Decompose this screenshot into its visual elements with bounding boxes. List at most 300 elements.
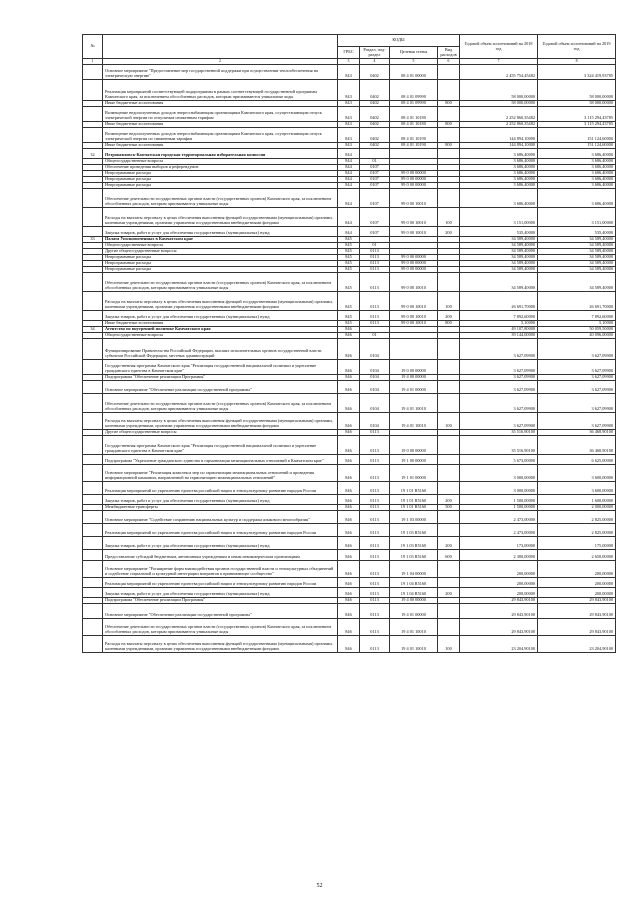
row-target-code	[390, 148, 438, 158]
row-amount-2019: 200,00000	[538, 560, 616, 577]
row-grbs-code: 843	[338, 142, 360, 148]
row-description: Основное мероприятие "Реализация комплекса мер по гармонизации межнациональных отношений и проведения информационной кампании, направленной на гармонизацию межнациональных отношений"	[103, 464, 338, 481]
row-section-code: 0113	[360, 320, 390, 326]
row-expense-type: 200	[438, 536, 460, 549]
row-expense-type	[438, 148, 460, 158]
row-grbs-code: 845	[338, 266, 360, 272]
row-amount-2019: 58 000,00000	[538, 100, 616, 106]
row-amount-2019: 58 000,00000	[538, 79, 616, 100]
row-amount-2019: 29 843,90100	[538, 603, 616, 618]
row-section-code: 0113	[360, 454, 390, 464]
row-expense-type	[438, 510, 460, 523]
row-amount-2019: 34 589,40000	[538, 266, 616, 272]
row-amount-2018: 34 589,40000	[460, 236, 538, 242]
row-number	[83, 380, 103, 393]
row-amount-2018: 200,00000	[460, 587, 538, 597]
row-number	[83, 127, 103, 142]
row-target-code: 99 0 00 10010	[390, 272, 438, 291]
row-description: Непрограммные расходы	[103, 266, 338, 272]
row-number	[83, 359, 103, 374]
row-section-code: 0113	[360, 291, 390, 310]
row-amount-2019: 3 627,09900	[538, 359, 616, 374]
row-amount-2018: 3 151,00000	[460, 207, 538, 226]
row-target-code: 08 4 01 09990	[390, 100, 438, 106]
row-expense-type: 100	[438, 635, 460, 652]
row-expense-type	[438, 560, 460, 577]
row-description: Реализация мероприятий соответствующей подпрограммы в рамках соответствующей государственной программы Камчатского края, за исключением обособленных расходов, которым присваиваются уникальные коды	[103, 79, 338, 100]
row-expense-type: 500	[438, 504, 460, 510]
row-expense-type	[438, 454, 460, 464]
table-row	[83, 310, 616, 320]
row-description: Другие общегосударственные вопросы	[103, 248, 338, 254]
row-amount-2018: 26 691,70000	[460, 291, 538, 310]
row-amount-2018: 3 627,09900	[460, 374, 538, 380]
row-section-code: 0107	[360, 207, 390, 226]
row-expense-type	[438, 272, 460, 291]
row-amount-2018: 23 204,90100	[460, 635, 538, 652]
row-amount-2019: 3 115 294,43785	[538, 121, 616, 127]
row-number	[83, 226, 103, 236]
row-grbs-code: 843	[338, 127, 360, 142]
row-expense-type	[438, 338, 460, 359]
table-row	[83, 435, 616, 454]
row-section-code: 0113	[360, 587, 390, 597]
row-amount-2019: 3 686,40000	[538, 148, 616, 158]
row-description: Основное мероприятие "Обеспечение реализации государственной программы"	[103, 380, 338, 393]
row-grbs-code: 844	[338, 182, 360, 188]
row-number	[83, 412, 103, 429]
row-section-code: 0113	[360, 266, 390, 272]
row-amount-2018: 3 627,09900	[460, 338, 538, 359]
table-row	[83, 577, 616, 587]
row-description: Непрограммные расходы	[103, 170, 338, 176]
row-description: Закупка товаров, работ и услуг для обеспечения государственных (муниципальных) нужд	[103, 536, 338, 549]
row-amount-2018: 144 894,10000	[460, 127, 538, 142]
table-row	[83, 549, 616, 560]
row-target-code: 19 1 01 R5160	[390, 504, 438, 510]
row-grbs-code: 846	[338, 429, 360, 435]
row-expense-type: 800	[438, 142, 460, 148]
row-number	[83, 618, 103, 635]
table-row	[83, 635, 616, 652]
row-amount-2019: 3 627,09900	[538, 412, 616, 429]
row-expense-type: 200	[438, 310, 460, 320]
column-index: 4	[360, 59, 390, 65]
row-expense-type	[438, 79, 460, 100]
row-section-code: 0113	[360, 560, 390, 577]
row-section-code: 0107	[360, 164, 390, 170]
table-row	[83, 560, 616, 577]
row-grbs-code: 845	[338, 291, 360, 310]
row-amount-2018: 2 473,00000	[460, 523, 538, 536]
row-grbs-code: 846	[338, 597, 360, 603]
row-target-code: 99 0 00 00000	[390, 170, 438, 176]
row-section-code: 0402	[360, 100, 390, 106]
row-grbs-code: 843	[338, 64, 360, 79]
row-description: Обеспечение деятельности государственных органов власти (государственных органов) Камчатского края, за исключением обособленных расходов, которым присваиваются уникальные коды	[103, 393, 338, 412]
row-expense-type: 100	[438, 291, 460, 310]
row-description: Непрограммные расходы	[103, 182, 338, 188]
table-row	[83, 272, 616, 291]
row-number	[83, 587, 103, 597]
row-description: Расходы на выплаты персоналу в целях обеспечения выполнения функций государственными (муниципальными) органами, казенными учреждениями, органами управления государственными внебюджетными фондами	[103, 207, 338, 226]
row-target-code: 19 0 00 00000	[390, 359, 438, 374]
row-description: Непрограммные расходы	[103, 176, 338, 182]
row-expense-type	[438, 577, 460, 587]
row-number: 34	[83, 326, 103, 332]
row-expense-type	[438, 106, 460, 121]
table-row	[83, 380, 616, 393]
row-section-code: 0113	[360, 523, 390, 536]
row-amount-2018: 3 686,40000	[460, 170, 538, 176]
row-amount-2019: 6 625,00000	[538, 454, 616, 464]
row-section-code: 0107	[360, 226, 390, 236]
header-row-top	[83, 35, 616, 47]
row-description: Функционирование Правительства Российской Федерации, высших исполнительных органов государственной власти субъектов Российской Федерации, местных администраций	[103, 338, 338, 359]
row-grbs-code: 844	[338, 170, 360, 176]
row-number	[83, 64, 103, 79]
row-amount-2019: 23 204,90100	[538, 635, 616, 652]
row-amount-2018: 3 627,09900	[460, 393, 538, 412]
row-grbs-code: 845	[338, 254, 360, 260]
table-row	[83, 338, 616, 359]
row-target-code: 99 0 00 00000	[390, 260, 438, 266]
row-number	[83, 310, 103, 320]
row-target-code: 99 0 00 10010	[390, 310, 438, 320]
row-description: Обеспечение деятельности государственных органов власти (государственных органов) Камчатского края, за исключением обособленных расходов, которым присваиваются уникальные коды	[103, 188, 338, 207]
row-grbs-code: 843	[338, 100, 360, 106]
row-amount-2018: 3 627,09900	[460, 359, 538, 374]
row-amount-2018: 3 686,40000	[460, 158, 538, 164]
row-grbs-code: 846	[338, 549, 360, 560]
row-amount-2018: 34 589,40000	[460, 248, 538, 254]
row-section-code: 01	[360, 158, 390, 164]
row-target-code: 19 4 01 00000	[390, 380, 438, 393]
row-description: Иные бюджетные ассигнования	[103, 142, 338, 148]
row-target-code: 08 4 01 10190	[390, 127, 438, 142]
row-section-code: 0113	[360, 603, 390, 618]
row-description: Расходы на выплаты персоналу в целях обеспечения выполнения функций государственными (муниципальными) органами, казенными учреждениями, органами управления государственными внебюджетными фондами	[103, 412, 338, 429]
row-number	[83, 510, 103, 523]
row-expense-type	[438, 64, 460, 79]
row-number: 33	[83, 236, 103, 242]
row-grbs-code: 845	[338, 248, 360, 254]
row-expense-type: 800	[438, 121, 460, 127]
row-amount-2018: 3 686,40000	[460, 188, 538, 207]
row-target-code: 19 1 03 R5160	[390, 536, 438, 549]
row-amount-2018: 3 686,40000	[460, 164, 538, 170]
row-amount-2018: 1 500,00000	[460, 494, 538, 504]
row-expense-type	[438, 618, 460, 635]
row-amount-2018: 3 686,40000	[460, 148, 538, 158]
table-row	[83, 464, 616, 481]
row-number	[83, 481, 103, 494]
row-section-code: 0113	[360, 464, 390, 481]
column-index: 8	[538, 59, 616, 65]
row-description: Общегосударственные вопросы	[103, 158, 338, 164]
row-grbs-code: 846	[338, 454, 360, 464]
row-amount-2019: 2 650,00000	[538, 549, 616, 560]
row-target-code: 99 0 00 00000	[390, 176, 438, 182]
row-expense-type: 600	[438, 549, 460, 560]
row-target-code: 19 1 03 R5160	[390, 523, 438, 536]
row-expense-type	[438, 188, 460, 207]
row-description: Обеспечение проведения выборов и референдумов	[103, 164, 338, 170]
row-grbs-code: 846	[338, 560, 360, 577]
row-target-code: 19 0 00 00000	[390, 435, 438, 454]
row-amount-2019: 34 589,40000	[538, 236, 616, 242]
row-target-code: 19 4 00 00000	[390, 374, 438, 380]
table-row	[83, 494, 616, 504]
row-grbs-code: 844	[338, 188, 360, 207]
column-index: 2	[103, 59, 338, 65]
row-number	[83, 635, 103, 652]
row-grbs-code: 844	[338, 148, 360, 158]
row-description: Расходы на выплаты персоналу в целях обеспечения выполнения функций государственными (муниципальными) органами, казенными учреждениями, органами управления государственными внебюджетными фондами	[103, 635, 338, 652]
header-grbs: ГРБС	[338, 47, 360, 59]
row-number	[83, 79, 103, 100]
row-grbs-code: 846	[338, 380, 360, 393]
row-section-code: 01	[360, 332, 390, 338]
row-description: Обеспечение деятельности государственных органов власти (государственных органов) Камчатского края, за исключением обособленных расходов, которым присваиваются уникальные коды	[103, 618, 338, 635]
row-amount-2019: 3 686,40000	[538, 182, 616, 188]
row-expense-type	[438, 464, 460, 481]
row-expense-type: 800	[438, 100, 460, 106]
row-grbs-code: 845	[338, 310, 360, 320]
row-description: Непрограммные расходы	[103, 254, 338, 260]
table-row	[83, 523, 616, 536]
table-row	[83, 603, 616, 618]
row-description: Возмещение недополученных доходов энергоснабжающим организациям Камчатского края, осуществляющим отпуск электрической энергии по сниженным тарифам	[103, 127, 338, 142]
row-amount-2019: 26 691,70000	[538, 291, 616, 310]
header-name	[103, 35, 338, 59]
table-row	[83, 79, 616, 100]
column-index: 3	[338, 59, 360, 65]
row-amount-2018: 34 589,40000	[460, 266, 538, 272]
row-description: Петропавловск-Камчатская городская территориальная избирательная комиссия	[103, 148, 338, 158]
row-description: Закупка товаров, работ и услуг для обеспечения государственных (муниципальных) нужд	[103, 587, 338, 597]
row-section-code: 0113	[360, 310, 390, 320]
row-section-code: 0113	[360, 549, 390, 560]
row-target-code: 99 0 00 10010	[390, 226, 438, 236]
row-target-code: 08 4 01 10190	[390, 142, 438, 148]
row-amount-2018: 34 589,40000	[460, 260, 538, 266]
row-grbs-code: 846	[338, 326, 360, 332]
row-target-code: 19 1 01 R5160	[390, 494, 438, 504]
row-description: Палата Уполномоченных в Камчатском крае	[103, 236, 338, 242]
row-target-code: 19 1 04 R5160	[390, 577, 438, 587]
row-section-code: 0402	[360, 64, 390, 79]
table-row	[83, 481, 616, 494]
row-amount-2019: 50 059,50000	[538, 326, 616, 332]
row-target-code	[390, 338, 438, 359]
row-grbs-code: 846	[338, 494, 360, 504]
row-section-code: 0113	[360, 260, 390, 266]
row-description: Государственная программа Камчатского края "Реализация государственной национальной политики и укрепление гражданского единства в Камчатском крае"	[103, 359, 338, 374]
row-amount-2018: 29 843,90100	[460, 618, 538, 635]
page-number: 52	[316, 883, 323, 889]
row-section-code: 0104	[360, 374, 390, 380]
row-grbs-code: 845	[338, 320, 360, 326]
table-row	[83, 207, 616, 226]
row-section-code: 0402	[360, 106, 390, 121]
row-target-code: 99 0 00 10010	[390, 320, 438, 326]
row-section-code: 0113	[360, 635, 390, 652]
row-number	[83, 560, 103, 577]
table-row	[83, 359, 616, 374]
row-section-code: 0104	[360, 359, 390, 374]
row-amount-2019: 3 686,40000	[538, 176, 616, 182]
row-amount-2018: 3 686,40000	[460, 182, 538, 188]
row-description: Иные бюджетные ассигнования	[103, 121, 338, 127]
table-row	[83, 587, 616, 597]
row-amount-2018: 58 000,00000	[460, 100, 538, 106]
row-grbs-code: 846	[338, 577, 360, 587]
row-expense-type	[438, 393, 460, 412]
row-description: Основное мероприятие "Предоставление мер государственной поддержки при осуществлении теплообеспечения на электрическую энергию"	[103, 64, 338, 79]
row-amount-2019: 5,10000	[538, 320, 616, 326]
table-row	[83, 536, 616, 549]
row-target-code: 19 1 01 R5160	[390, 481, 438, 494]
row-amount-2018: 29 843,90100	[460, 597, 538, 603]
row-amount-2018: 34 589,40000	[460, 242, 538, 248]
table-row	[83, 412, 616, 429]
row-description: Межбюджетные трансферты	[103, 504, 338, 510]
row-expense-type	[438, 359, 460, 374]
header-codes: КОДЫ	[338, 35, 460, 47]
row-amount-2018: 3 627,09900	[460, 380, 538, 393]
row-target-code: 19 4 01 00000	[390, 603, 438, 618]
row-description: Возмещение недополученных доходов энергоснабжающим организациям Камчатского края, осуществляющим отпуск электрической энергии по отпускным сниженным тарифам	[103, 106, 338, 121]
row-grbs-code: 844	[338, 158, 360, 164]
row-expense-type	[438, 127, 460, 142]
row-section-code: 0113	[360, 272, 390, 291]
row-description: Закупка товаров, работ и услуг для обеспечения государственных (муниципальных) нужд	[103, 494, 338, 504]
row-description: Предоставление субсидий бюджетным, автономным учреждениям и иным некоммерческим организациям	[103, 549, 338, 560]
row-amount-2019: 200,00000	[538, 587, 616, 597]
row-amount-2018: 200,00000	[460, 560, 538, 577]
row-grbs-code: 846	[338, 464, 360, 481]
row-amount-2018: 2 252 860,35482	[460, 121, 538, 127]
row-amount-2019: 2 825,00000	[538, 523, 616, 536]
row-number	[83, 549, 103, 560]
row-amount-2018: 535,40000	[460, 226, 538, 236]
budget-table	[82, 34, 616, 653]
row-grbs-code: 846	[338, 635, 360, 652]
header-2018: Годовой объем ассигнований на 2018 год	[460, 35, 538, 59]
header-num: №	[83, 35, 103, 59]
row-target-code: 19 4 01 10010	[390, 412, 438, 429]
row-grbs-code: 844	[338, 164, 360, 170]
row-amount-2018: 2 252 860,35482	[460, 106, 538, 121]
row-amount-2019: 3 600,00000	[538, 481, 616, 494]
row-number	[83, 188, 103, 207]
row-amount-2018: 144 894,10000	[460, 142, 538, 148]
row-target-code: 19 1 00 00000	[390, 454, 438, 464]
row-grbs-code: 846	[338, 435, 360, 454]
row-amount-2018: 39 144,00000	[460, 332, 538, 338]
row-grbs-code: 846	[338, 481, 360, 494]
row-description: Подпрограмма "Обеспечение реализации Программы"	[103, 597, 338, 603]
row-target-code: 19 1 01 00000	[390, 464, 438, 481]
row-section-code: 0402	[360, 127, 390, 142]
row-amount-2019: 151 124,60000	[538, 127, 616, 142]
row-amount-2018: 58 000,00000	[460, 79, 538, 100]
table-row	[83, 454, 616, 464]
row-amount-2018: 3 686,40000	[460, 176, 538, 182]
table-row	[83, 226, 616, 236]
row-expense-type	[438, 523, 460, 536]
row-amount-2019: 3 686,40000	[538, 158, 616, 164]
row-grbs-code: 846	[338, 536, 360, 549]
row-section-code: 0113	[360, 254, 390, 260]
header-razdel: Раздел, под-раздел	[360, 47, 390, 59]
row-grbs-code: 845	[338, 236, 360, 242]
row-amount-2019: 3 627,09900	[538, 374, 616, 380]
row-expense-type: 100	[438, 412, 460, 429]
row-description: Государственная программа Камчатского края "Реализация государственной национальной политики и укрепление гражданского единства в Камчатском крае"	[103, 435, 338, 454]
row-number	[83, 454, 103, 464]
row-amount-2019: 3 627,09900	[538, 338, 616, 359]
row-amount-2019: 3 151,00000	[538, 207, 616, 226]
row-grbs-code: 846	[338, 374, 360, 380]
row-amount-2018: 49 107,80000	[460, 326, 538, 332]
row-description: Обеспечение деятельности государственных органов власти (государственных органов) Камчатского края, за исключением обособленных расходов, которым присваиваются уникальные коды	[103, 272, 338, 291]
row-number	[83, 106, 103, 121]
row-grbs-code: 846	[338, 510, 360, 523]
row-amount-2019: 34 589,40000	[538, 248, 616, 254]
row-grbs-code: 846	[338, 603, 360, 618]
row-description: Общегосударственные вопросы	[103, 242, 338, 248]
row-target-code: 19 1 03 00000	[390, 510, 438, 523]
header-vid: Вид расходов	[438, 47, 460, 59]
row-number	[83, 464, 103, 481]
row-expense-type: 200	[438, 587, 460, 597]
row-target-code: 19 4 01 10010	[390, 635, 438, 652]
row-section-code: 0107	[360, 170, 390, 176]
row-number	[83, 603, 103, 618]
row-description: Основное мероприятие "Расширение форм взаимодействия органов государственной власти и этнокультурных объединений и содействие социальной и культурной интеграции мигрантов в принимающее сообщество"	[103, 560, 338, 577]
row-section-code: 0113	[360, 435, 390, 454]
row-grbs-code: 846	[338, 587, 360, 597]
row-grbs-code: 845	[338, 272, 360, 291]
row-amount-2019: 3 627,09900	[538, 380, 616, 393]
row-grbs-code: 846	[338, 412, 360, 429]
row-expense-type	[438, 603, 460, 618]
column-index: 5	[390, 59, 438, 65]
row-grbs-code: 844	[338, 176, 360, 182]
row-section-code: 0113	[360, 577, 390, 587]
row-number	[83, 523, 103, 536]
row-description: Непрограммные расходы	[103, 260, 338, 266]
row-target-code: 99 0 00 00000	[390, 254, 438, 260]
row-expense-type	[438, 481, 460, 494]
row-number	[83, 536, 103, 549]
row-amount-2019: 3 686,40000	[538, 188, 616, 207]
row-amount-2019: 151 124,60000	[538, 142, 616, 148]
row-grbs-code: 845	[338, 260, 360, 266]
table-row	[83, 291, 616, 310]
row-amount-2018: 3 000,00000	[460, 464, 538, 481]
row-grbs-code: 846	[338, 618, 360, 635]
row-section-code: 0107	[360, 182, 390, 188]
row-section-code: 0113	[360, 494, 390, 504]
column-index: 6	[438, 59, 460, 65]
row-expense-type	[438, 380, 460, 393]
row-target-code: 99 0 00 00000	[390, 182, 438, 188]
row-target-code: 08 4 01 10180	[390, 106, 438, 121]
row-section-code: 0113	[360, 618, 390, 635]
